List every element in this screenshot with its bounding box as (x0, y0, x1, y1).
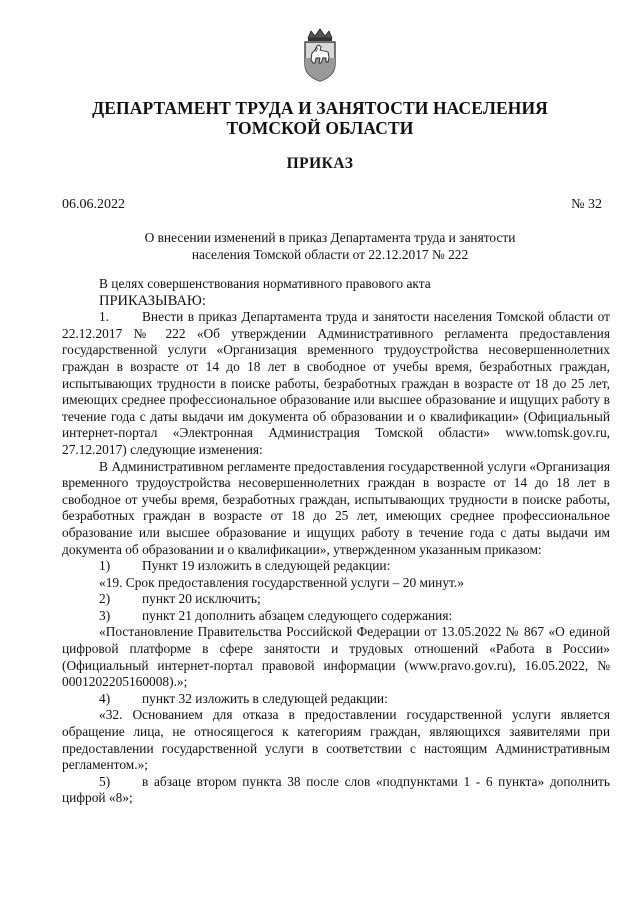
tomsk-oblast-coat-of-arms-icon (300, 28, 340, 82)
document-date: 06.06.2022 (62, 197, 125, 212)
subitem-2 (62, 591, 610, 608)
subitem-3-number: 3) (99, 607, 111, 623)
document-body (62, 276, 610, 807)
subitem-5-text: в абзаце втором пункта 38 после слов «подпунктами 1 - 6 пункта» дополнить цифрой «8»; (62, 773, 610, 806)
subitem-1-quote: «19. Срок предоставления государственной услуги – 20 минут.» (99, 574, 464, 590)
item-1-number: 1. (99, 309, 110, 325)
document-number: № 32 (571, 197, 602, 212)
subject-line1: О внесении изменений в приказ Департамента труда и занятости (144, 230, 516, 245)
item-1-paragraph (62, 309, 610, 458)
subitem-1-number: 1) (99, 558, 111, 574)
subject-line2: населения Томской области от 22.12.2017 № 222 (191, 247, 469, 262)
command-word: ПРИКАЗЫВАЮ: (99, 292, 206, 309)
subitem-4-number: 4) (99, 690, 111, 706)
preamble-paragraph: В целях совершенствования нормативного правового акта (99, 276, 431, 291)
subitem-4 (62, 691, 610, 708)
subitem-3-text: пункт 21 дополнить абзацем следующего содержания: (142, 607, 453, 623)
subitem-3 (62, 608, 610, 625)
organization-name-line1: ДЕПАРТАМЕНТ ТРУДА И ЗАНЯТОСТИ НАСЕЛЕНИЯ (92, 98, 548, 118)
subitem-2-text: пункт 20 исключить; (142, 591, 261, 607)
subitem-2-number: 2) (99, 591, 111, 607)
subitem-4-quote: «32. Основанием для отказа в предоставлении государственной услуги является обращение лица, не относящегося к категориям граждан, являющихся заявителями при предоставлении государственной услуги в соответствии с настоящим Административным регламентом.»; (62, 707, 610, 773)
subitem-1 (62, 558, 610, 575)
subitem-5-number: 5) (99, 773, 111, 789)
document-type: ПРИКАЗ (286, 155, 354, 172)
subitem-3-quote: «Постановление Правительства Российской Федерации от 13.05.2022 № 867 «О единой цифровой платформе в сфере занятости и трудовых отношений «Работа в России» (Официальный интернет-портал правовой информации (www.pravo.gov.ru), 16.05.2022, № 0001202205160008).»; (62, 624, 610, 690)
subitem-4-text: пункт 32 изложить в следующей редакции: (142, 690, 388, 706)
subitem-5 (62, 774, 610, 807)
subitem-1-text: Пункт 19 изложить в следующей редакции: (142, 558, 391, 574)
document-subject (130, 229, 530, 263)
item-1-text: Внести в приказ Департамента труда и занятости населения Томской области от 22.12.2017 № 222 «Об утверждении Административного регламента предоставления государственной услуги «Организация временного трудоустройства несовершеннолетних граждан в возрасте от 14 до 18 лет в свободное от учебы время, безработных граждан, испытывающих трудности в поиске работы, безработных граждан в возрасте от 18 до 25 лет, имеющих среднее профессиональное образование или высшее образование и ищущих работу в течение года с даты выдачи им документа об образовании и о квалификации» (Официальный интернет-портал «Электронная Администрация Томской области» www.tomsk.gov.ru, 27.12.2017) следующие изменения: (62, 309, 610, 457)
organization-name-line2: ТОМСКОЙ ОБЛАСТИ (226, 118, 414, 138)
regulation-intro-paragraph: В Административном регламенте предоставления государственной услуги «Организация временного трудоустройства несовершеннолетних граждан в возрасте от 14 до 18 лет в свободное от учебы время, безработных граждан, испытывающих трудности в поиске работы, безработных граждан в возрасте от 18 до 25 лет, имеющих среднее профессиональное образование или высшее образование и ищущих работу в течение года с даты выдачи им документа об образовании и о квалификации», утвержденном указанным приказом: (62, 458, 610, 557)
